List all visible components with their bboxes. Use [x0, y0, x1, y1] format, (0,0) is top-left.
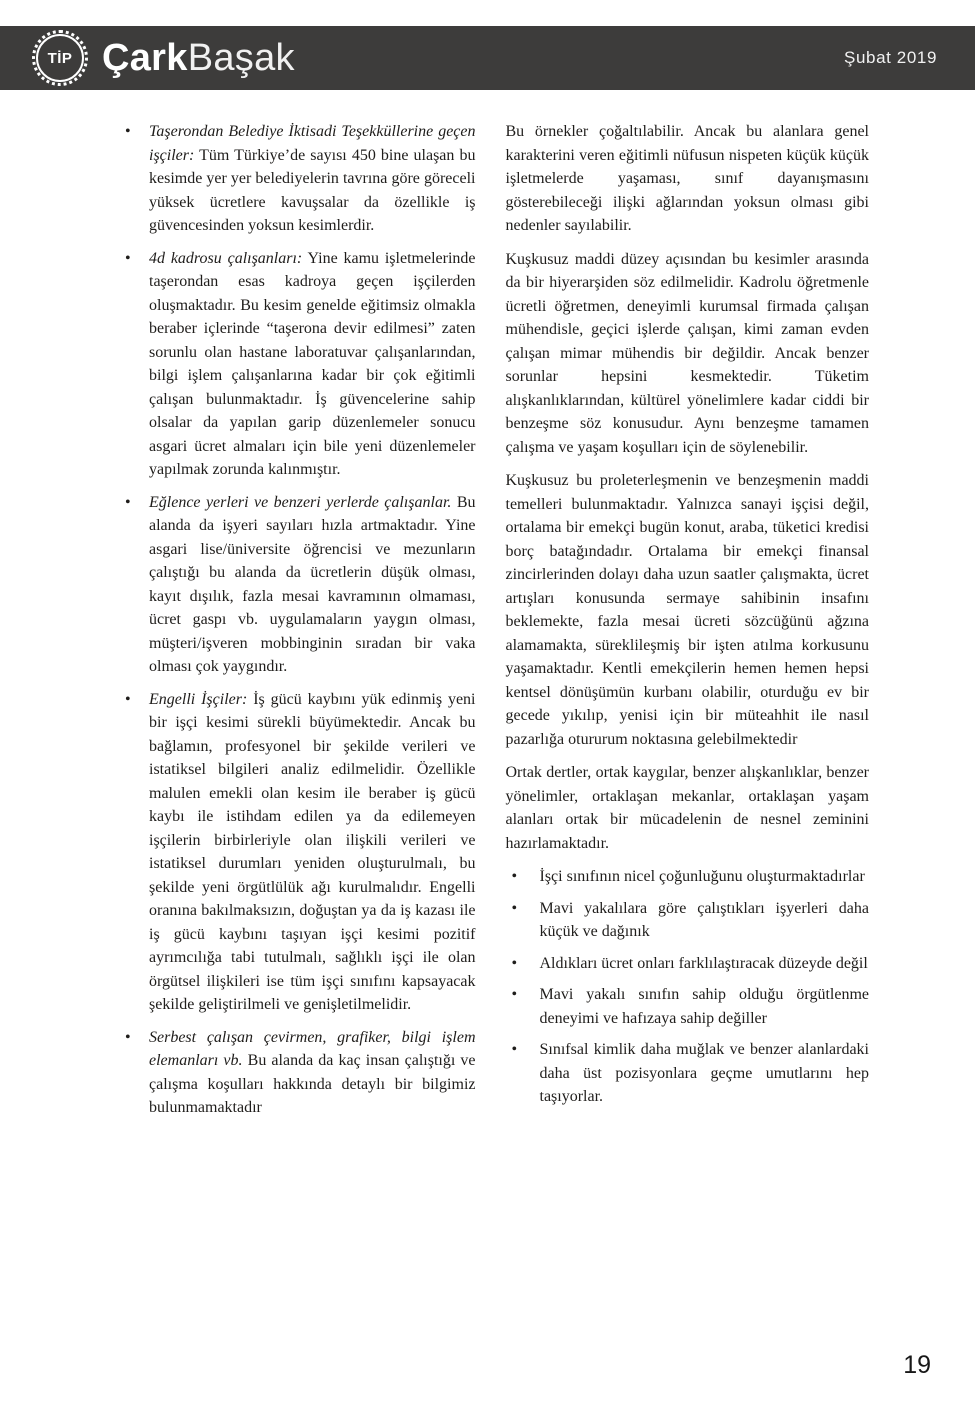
- bullet-text: Mavi yakalı sınıfın sahip olduğu örgütlenme deneyimi ve hafızaya sahip değiller: [539, 986, 869, 1027]
- bullet-marker: •: [125, 690, 131, 708]
- masthead: [0, 26, 975, 90]
- left-column: [112, 120, 476, 1129]
- list-item: [112, 120, 476, 238]
- list-item: [506, 865, 870, 889]
- bullet-lead: Engelli İşçiler:: [149, 690, 248, 708]
- bullet-text: Bu alanda da kaç insan çalıştığı ve çalışma koşulları hakkında detaylı bir bilgimiz bulunmamaktadır: [149, 1052, 476, 1116]
- paragraph: Bu örnekler çoğaltılabilir. Ancak bu alanlara genel karakterini veren eğitimli nüfusun nispeten küçük küçük işletmelerde yaşaması, sınıf dayanışmasını gösterebileceği ilişki ağlarından yoksun olması gibi nedenler sayılabilir.: [505, 123, 869, 234]
- bullet-marker: •: [125, 493, 131, 511]
- list-item: [506, 952, 870, 976]
- bullet-marker: •: [125, 123, 131, 140]
- bullet-lead: Taşerondan Belediye İktisadi Teşekküllerine geçen işçiler:: [149, 123, 476, 164]
- right-bullet-list: [506, 865, 870, 1109]
- paragraph: Kuşkusuz bu proleterleşmenin ve benzeşmenin maddi temelleri bulunmaktadır. Yalnızca sanayi işçisi değil, ortalama bir emekçi bugün konut, araba, tüketici kredisi borç batağındadır. Ortalama bir emekçi finansal zincirlerinden dolayı daha uzun saatler çalışmakta, ücret artışları konusunda sermaye sahibinin insafını beklemekte, fazla mesai ücreti sözcüğünü ağzına alamamakta, süreklileşmiş bir işten atılma korkusunu yaşamaktadır. Kentli emekçilerin hemen hemen hepsi kentsel dönüşümün kurbanı olabilir, oturduğu ev bir gecede yıkılıp, yenisi için bir müteahhit ile nasıl pazarlığa otururum noktasına gelebilmektedir: [505, 472, 869, 748]
- bullet-text: Sınıfsal kimlik daha muğlak ve benzer alanlardaki daha üst pozisyonlara geçme umutlarını hep taşıyorlar.: [539, 1041, 869, 1105]
- bullet-lead: Serbest çalışan çevirmen, grafiker, bilgi işlem elemanları vb.: [149, 1028, 476, 1069]
- list-item: [506, 897, 870, 944]
- list-item: [112, 491, 476, 679]
- magazine-title-light: Başak: [187, 37, 295, 79]
- list-item: [506, 983, 870, 1030]
- tip-party-logo-icon: [36, 34, 84, 82]
- page-number: 19: [903, 1351, 931, 1379]
- bullet-marker: •: [511, 1041, 518, 1058]
- bullet-marker: •: [125, 249, 131, 267]
- list-item: [112, 688, 476, 1017]
- bullet-text: İşçi sınıfının nicel çoğunluğunu oluşturmaktadırlar: [539, 868, 865, 885]
- list-item: [112, 1026, 476, 1120]
- bullet-text: Aldıkları ücret onları farklılaştıracak düzeyde değil: [539, 954, 868, 972]
- bullet-lead: 4d kadrosu çalışanları:: [149, 249, 303, 267]
- magazine-title-bold: Çark: [102, 37, 188, 79]
- paragraph: Ortak dertler, ortak kaygılar, benzer alışkanlıklar, benzer yönelimler, ortaklaşan mekanlar, ortaklaşan yaşam alanları ortak bir mücadelenin de nesnel zeminini hazırlamaktadır.: [505, 764, 869, 852]
- left-bullet-list: [112, 120, 476, 1120]
- bullet-text: Bu alanda da işyeri sayıları hızla artmaktadır. Yine asgari lise/üniversite öğrencisi ve mezunların çalıştığı bu alanda da ücretlerin düşük olması, kayıt dışılık, fazla mesai kavramının olmaması, ücret gaspı vb. uygulamaların yaygın olması, müşteri/işveren mobbinginin sıradan bir vaka olması çok yaygındır.: [149, 493, 476, 675]
- bullet-text: Tüm Türkiye’de sayısı 450 bine ulaşan bu kesimde yer yer belediyelerin tavrına göre göreceli yüksek ücretlere kavuşsalar da özellikle iş güvencesinden yoksun kesimlerdir.: [149, 146, 476, 234]
- magazine-title: [102, 39, 295, 77]
- bullet-lead: Eğlence yerleri ve benzeri yerlerde çalışanlar.: [149, 493, 452, 511]
- issue-date: Şubat 2019: [844, 48, 937, 67]
- paragraph: Kuşkusuz maddi düzey açısından bu kesimler arasında da bir hiyerarşiden söz edilmelidir. Kadrolu öğretmenle ücretli öğretmen, deneyimli kurumsal firmada çalışan mühendisle, geçici işlerde çalışan, kimi zaman evden çalışan mimar mühendis bir değildir. Ancak benzer sorunlar hepsini kesmektedir. Tüketim alışkanlıklarından, kültürel yönelimlere kadar ciddi bir benzeşme söz konusudur. Aynı benzeşme tamamen çalışma ve yaşam koşulları için de söylenebilir.: [505, 250, 869, 456]
- bullet-marker: •: [511, 868, 518, 885]
- bullet-marker: •: [511, 986, 518, 1003]
- bullet-text: Mavi yakalılara göre çalıştıkları işyerleri daha küçük ve dağınık: [539, 899, 869, 940]
- list-item: [112, 247, 476, 482]
- bullet-marker: •: [511, 954, 518, 972]
- bullet-marker: •: [125, 1028, 131, 1046]
- right-column: [506, 120, 870, 1129]
- list-item: [506, 1038, 870, 1109]
- page-content: [112, 120, 869, 1129]
- bullet-marker: •: [511, 899, 518, 917]
- tip-logo-text: TİP: [47, 49, 73, 67]
- bullet-text: Yine kamu işletmelerinde taşerondan esas kadroya geçen işçilerden oluşmaktadır. Bu kesim genelde eğitimsiz olmakla beraber içlerinde “taşerona devir edilmesi” zaten sorunlu olan hastane laboratuvar çalışanlarından, bilgi işlem çalışanlarına kadar bir çok eğitimli çalışan bulunmaktadır. İş güvencelerine sahip olsalar da yapılan garip düzenlemeler sonucu asgari ücret almaları için bile yeni düzenlemeler yapılmak zorunda kalınmıştır.: [149, 249, 476, 478]
- bullet-text: İş gücü kaybını yük edinmiş yeni bir işçi kesimi sürekli büyümektedir. Ancak bu bağlamın, profesyonel bir şekilde verileri ve istatiksel bilgileri analiz edilmelidir. Özellikle malulen emekli olan kesim ile beraber iş gücü kaybı ile istihdam edilen ya da edilemeyen işçilerin birbirleriyle olan ilişkili verileri ve istatiksel durumları yeniden oluşturulmalı, bu şekilde yeni örgütlülük ağı kurulmalıdır. Engelli oranına bakılmaksızın, doğuştan ya da iş kazası ile iş gücü kaybını taşıyan işçi kesimi pozitif ayrımcılığa tabi tutulmalı, sağlıklı işçi ile olan örgütsel ilişkileri ise tüm işçi sınıfını kapsayacak şekilde geliştirilmeli ve genişletilmelidir.: [149, 690, 476, 1013]
